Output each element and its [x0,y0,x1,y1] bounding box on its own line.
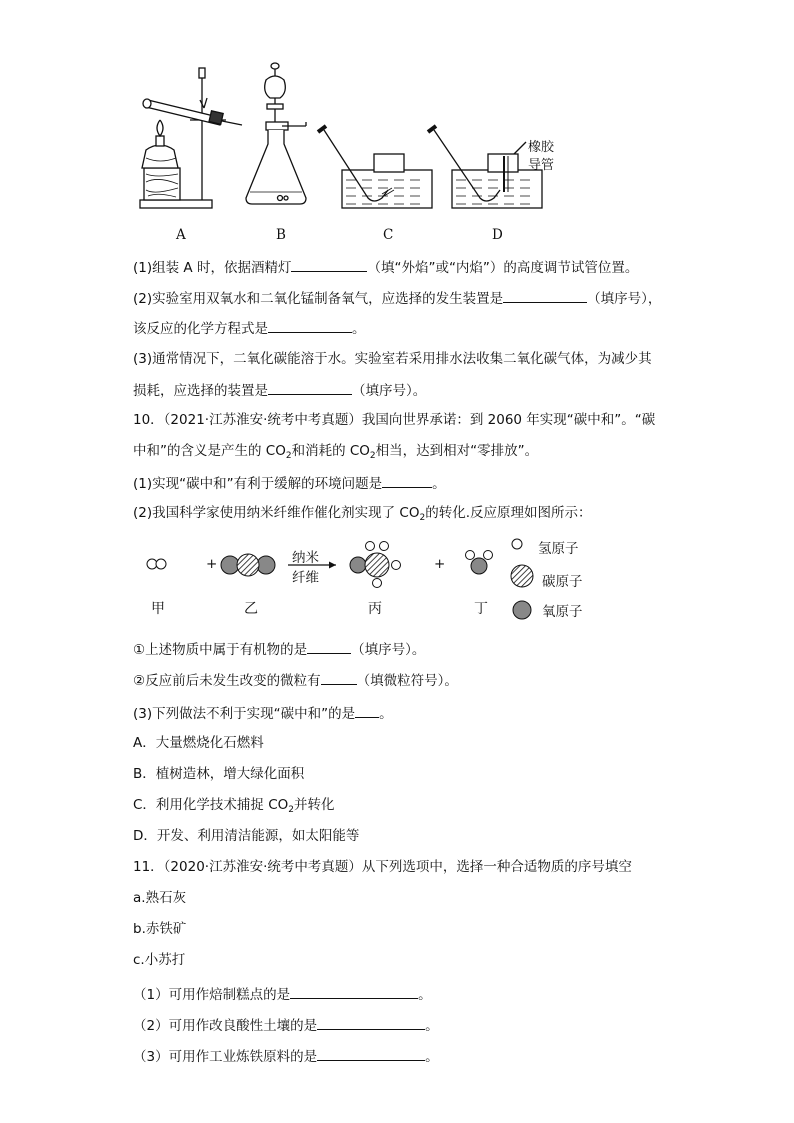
legend-oxygen-symbol [510,598,534,622]
reaction-diagram [140,532,560,602]
q10-sub2: ②反应前后未发生改变的微粒有 （填微粒符号）。 [133,670,458,690]
q10-stem2: 中和”的含义是产生的 $CO_2$和消耗的 $CO_2$相当，达到相对“零排放”。 [133,443,539,461]
legend-carbon: 碳原子 [542,574,583,590]
molecule-bing [350,542,401,588]
q11-stem: 11．（2020·江苏淮安·统考中考真题）从下列选项中，选择一种合适物质的序号填空 [133,859,632,875]
apparatus-figure [130,58,570,218]
q11-item2: （2）可用作改良酸性土壤的是 。 [133,1015,439,1035]
q9-part1: (1)组装 A 时，依据酒精灯 （填“外焰”或“内焰”）的高度调节试管位置。 [133,257,638,277]
q9-part3b: 损耗，应选择的装置是 （填序号）。 [133,380,426,400]
label-a: A [176,227,186,243]
q9-blank3[interactable] [268,318,352,333]
q10-blank1[interactable] [382,473,432,488]
apparatus-a [140,68,242,208]
name-jia: 甲 [151,601,165,617]
q11-choice-a: a.熟石灰 [133,890,187,906]
q11-item3: （3）可用作工业炼铁原料的是 。 [133,1046,439,1066]
catalyst-label-2: 纤维 [292,570,319,586]
annotation-rubber: 橡胶 [528,140,555,155]
apparatus-d [428,126,542,208]
plus-1: + [206,556,218,572]
q9-part2b: 该反应的化学方程式是 。 [133,318,366,338]
q10-option-b: B．植树造林，增大绿化面积 [133,766,305,782]
q10-blank2[interactable] [307,639,351,654]
q9-blank2[interactable] [503,288,587,303]
q10-part3: (3)下列做法不利于实现“碳中和”的是 。 [133,703,393,723]
q9-blank4[interactable] [268,380,352,395]
q10-option-d: D．开发、利用清洁能源，如太阳能等 [133,828,360,844]
q11-blank1[interactable] [290,984,418,999]
legend-hydrogen-symbol [512,539,522,549]
q9-part3a: (3)通常情况下，二氧化碳能溶于水。实验室若采用排水法收集二氧化碳气体，为减少其 [133,351,652,367]
label-c: C [383,227,394,243]
q11-blank3[interactable] [317,1046,425,1061]
label-d: D [492,227,503,243]
q9-part2: (2)实验室用双氧水和二氧化锰制备氧气，应选择的发生装置是 （填序号）， [133,288,661,308]
q11-item1: （1）可用作焙制糕点的是 。 [133,984,432,1004]
molecule-yi [221,554,275,576]
q10-stem1: 10．（2021·江苏淮安·统考中考真题）我国向世界承诺：到 2060 年实现“碳中和”。“碳 [133,412,656,428]
name-bing: 丙 [368,601,382,617]
q11-choice-b: b.赤铁矿 [133,921,187,937]
q10-part2: (2)我国科学家使用纳米纤维作催化剂实现了 $CO_2$的转化.反应原理如图所示： [133,505,592,523]
q9-blank1[interactable] [291,257,367,272]
name-ding: 丁 [474,601,488,617]
q11-blank2[interactable] [317,1015,425,1030]
q10-sub1: ①上述物质中属于有机物的是 （填序号）。 [133,639,425,659]
molecule-ding [466,551,493,575]
q10-part1: (1)实现“碳中和”有利于缓解的环境问题是 。 [133,473,446,493]
plus-2: + [434,556,446,572]
q10-option-a: A．大量燃烧化石燃料 [133,735,264,751]
legend-oxygen: 氧原子 [542,604,583,620]
apparatus-c [318,126,432,208]
molecule-jia [147,559,166,569]
q11-choice-c: c.小苏打 [133,952,186,968]
apparatus-b [246,63,306,204]
label-b: B [276,227,286,243]
q10-blank3[interactable] [321,670,357,685]
legend-hydrogen: 氢原子 [538,541,579,557]
catalyst-label-1: 纳米 [292,550,319,566]
q10-blank4[interactable] [355,703,379,718]
q10-option-c: C．利用化学技术捕捉 $CO_2$并转化 [133,797,335,815]
name-yi: 乙 [244,601,258,617]
annotation-tube: 导管 [528,158,555,173]
legend-carbon-symbol [511,565,533,587]
